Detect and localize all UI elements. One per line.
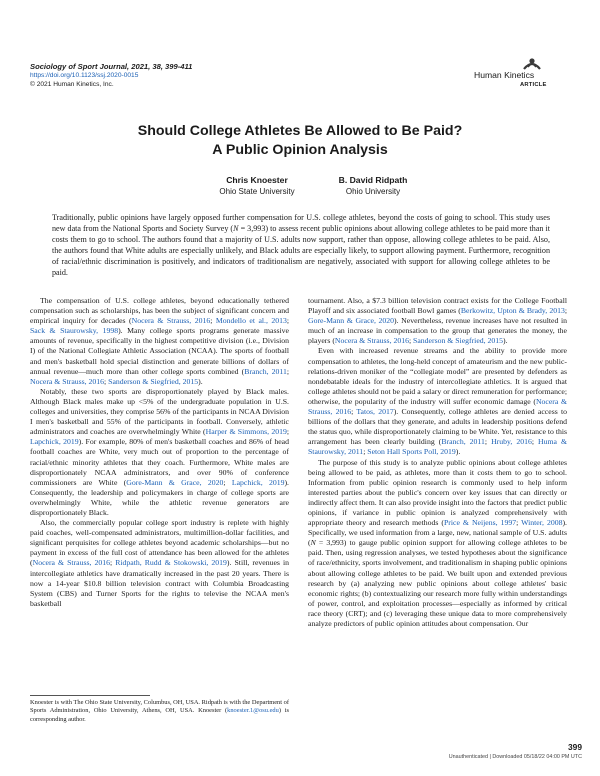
article-type-label: ARTICLE [520,82,547,88]
email-link[interactable]: knoester.1@osu.edu [227,707,279,715]
abstract: Traditionally, public opinions have largely opposed further compensation for U.S. college athletes, beyond the costs of going to school. This study uses new data from the National Sports and Society Survey (N = 3,993) to assess recent public opinions about allowing college athletes to be paid more than it costs them to go to school. The authors found that a majority of U.S. adults now support, rather than oppose, allowing college athletes to be paid. Also, the authors found that White adults are especially unlikely, and Black adults are especially likely, to support allowing payment. Furthermore, recognition of racial/ethnic discrimination is positively, and indicators of traditionalism are negatively, associated with support for allowing college athletes to be paid. [52,213,551,277]
page-number: 399 [568,742,582,752]
body-column-left [30,296,289,609]
paragraph: Notably, these two sports are disproportionately played by Black males. Although Black males make up <5% of the undergraduate population in U.S. colleges and universities, they comprise 56% of the participants in NCAA Division I men's basketball and 55% of the participants in football. Conversely, athletic administrators and coaches are overwhelmingly White (Harper & Simmons, 2019; Lapchick, 2019). For example, 80% of men's basketball coaches and 86% of head football coaches are White, very much out of proportion to the percentage of racial/ethnic minority athletes that they coach. Furthermore, White males are disproportionately NCAA administrators, and over 90% of conference commissioners are White (Gore-Mann & Grace, 2020; Lapchick, 2019). Consequently, the leadership and policymakers in charge of college sports are overwhelmingly White, while the athletic revenue generators are disproportionately Black. [30,386,290,517]
paragraph: Also, the commercially popular college sport industry is replete with highly paid coaches, well-compensated administrators, multimillion-dollar facilities, and significant perquisites for college athletes beyond academic scholarships—but no payment in excess of the full cost of attendance has been allowed for the athletes (Nocera & Strauss, 2016; Ridpath, Rudd & Stokowski, 2019). Still, revenues in intercollegiate athletics have dramatically increased in the past 20 years. There is now a 14-year $10.8 billion television contract with Columbia Broadcasting System (CBS) and Turner Sports for the rights to televise the NCAA men's basketball [30,518,290,608]
publisher-name: Human Kinetics [474,70,535,80]
copyright: © 2021 Human Kinetics, Inc. [30,81,114,88]
author-affiliation: Ohio University [345,187,401,196]
author-name: Chris Knoester [226,175,288,185]
author-2 [318,174,428,197]
body-column-right [308,296,567,629]
article-title [0,122,600,160]
title-line-1: Should College Athletes Be Allowed to Be Paid? [137,123,463,139]
download-stamp: Unauthenticated | Downloaded 05/18/22 04:00 PM UTC [448,754,582,760]
paragraph: The purpose of this study is to analyze public opinions about college athletes being allowed to be paid, as athletes, more than it costs them to go to school. Information from public opinion research is commonly used to help inform interested parties about the public's concern over key issues that can directly or indirectly affect them. It can also provide insight into the factors that predict public opinions, if variance in public opinion is analyzed comprehensively with appropriate theory and research methods (Price & Neijens, 1997; Winter, 2008). Specifically, we used information from a large, new, national sample of U.S. adults (N = 3,993) to gauge public opinion support for allowing college athletes to be paid. Then, using regression analyses, we tested hypotheses about the significance of race/ethnicity, sports involvement, and traditionalism in shaping public opinions about allowing college athletes to be paid. We built upon and extended previous research by (a) analyzing new public opinions about college athletes' basic economic rights; (b) contextualizing our research more fully within understandings of power, control, and exploitation processes—especially as informed by critical race theory (CRT); and (c) leveraging these unique data to more comprehensively analyze predictors of public opinion attitudes about compensation. Our [308,457,567,628]
title-line-2: A Public Opinion Analysis [212,142,388,158]
paragraph: Even with increased revenue streams and the ability to provide more compensation to athletes, the long-held concept of amateurism and the new public-relations-driven moniker of the “collegiate model” are presented by defenders as nondebatable ideals for the industry of intercollegiate athletics. It is argued that college athletes should not be paid a salary or direct remuneration for performance; otherwise, the popularity of the industry will suffer economic damage (Nocera & Strauss, 2016; Tatos, 2017). Consequently, college athletes are denied access to billions of the dollars that they generate, and adults in leadership positions defend the status quo, while disproportionately claiming to be White. Yet, resistance to this arrangement has been clearly building (Branch, 2011; Hruby, 2016; Huma & Staurowsky, 2011; Seton Hall Sports Poll, 2019). [308,346,568,457]
footnote-divider [30,695,150,696]
journal-citation: Sociology of Sport Journal, 2021, 38, 399-411 [30,62,193,71]
author-affiliation: Ohio State University [219,187,295,196]
author-1 [197,174,317,197]
paragraph: The compensation of U.S. college athletes, beyond educationally tethered compensation such as scholarships, has been the subject of significant concern and empirical inquiry for decades (Nocera & Strauss, 2016; Mondello et al., 2013; Sack & Staurowsky, 1998). Many college sports programs generate massive amounts of revenue, specifically in the highest competitive division (i.e., Division I) of the National Collegiate Athletic Association (NCAA). The sports of football and men's basketball hold special distinction and generate billions of dollars of annual revenue—much more than other college sports combined (Branch, 2011; Nocera & Strauss, 2016; Sanderson & Siegfried, 2015). [30,296,290,386]
paragraph: tournament. Also, a $7.3 billion television contract exists for the College Football Playoff and six associated football Bowl games (Berkowitz, Upton & Brady, 2013; Gore-Mann & Grace, 2020). Nevertheless, revenue increases have not resulted in much of an increase in compensation to the group that generates the money, the players (Nocera & Strauss, 2016; Sanderson & Siegfried, 2015). [308,296,568,346]
author-footnote: Knoester is with The Ohio State University, Columbus, OH, USA. Ridpath is with the Department of Sports Administration, Ohio University, Athens, OH, USA. Knoester (knoester.1@osu.edu) is corresponding author. [30,699,289,723]
doi-link[interactable]: https://doi.org/10.1123/ssj.2020-0015 [30,72,139,79]
author-name: B. David Ridpath [338,175,408,185]
